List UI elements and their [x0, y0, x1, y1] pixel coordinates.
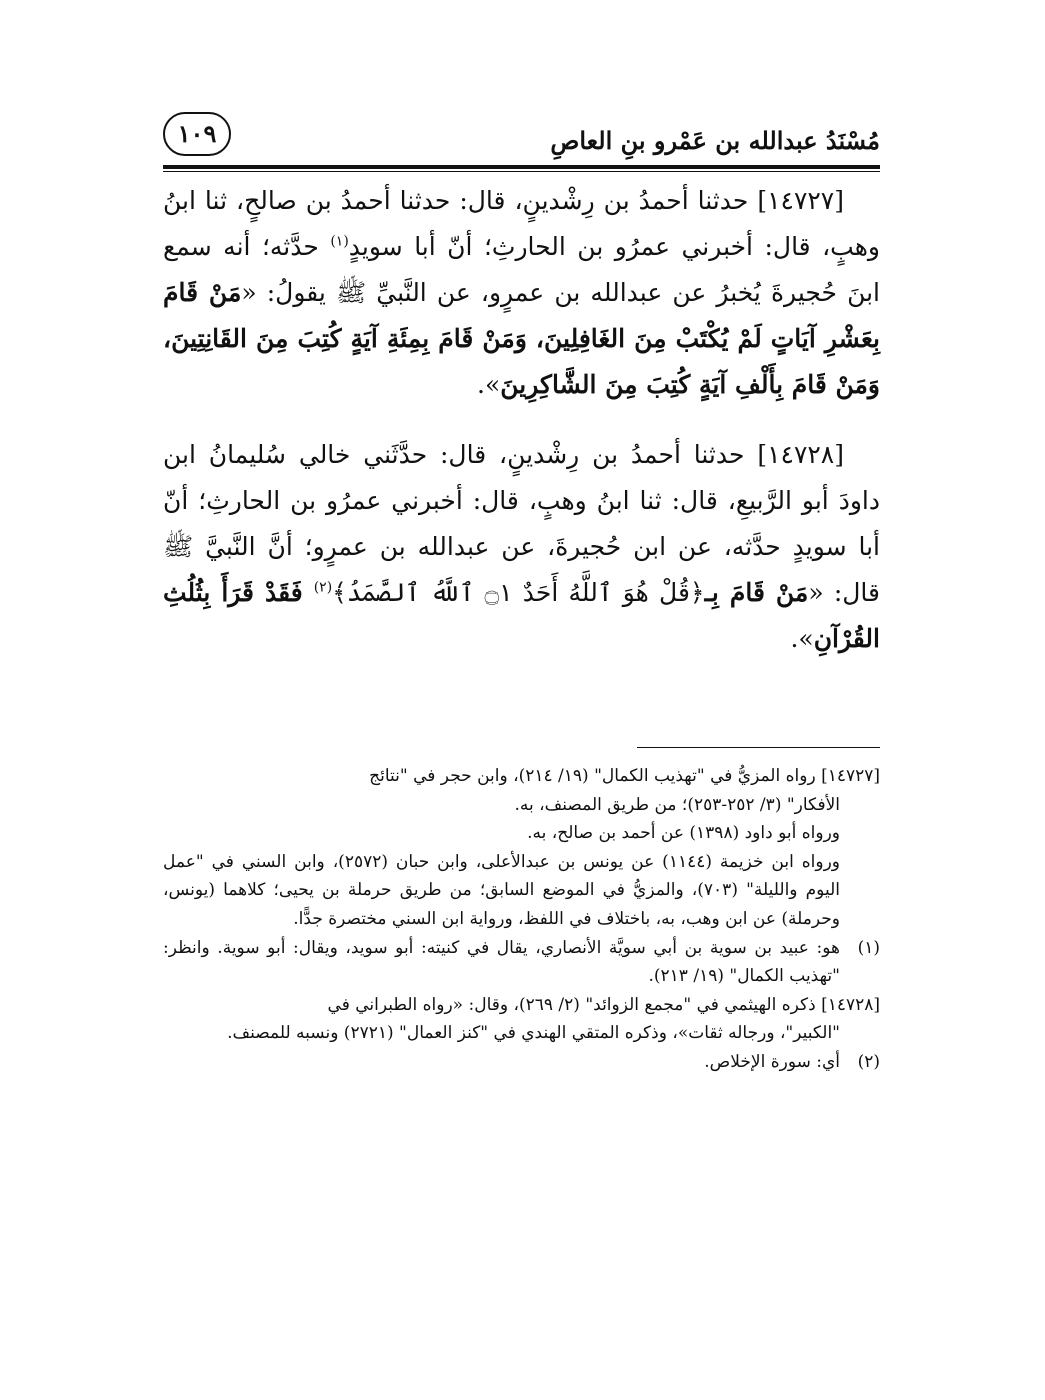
footnote-text-continued: "الكبير"، ورجاله ثقات»، وذكره المتقي الهندي في "كنز العمال" (٢٧٢١) ونسبه للمصنف.	[227, 1023, 840, 1044]
footnote-mark: (١)	[857, 937, 880, 958]
footnote-mark: [١٤٧٢٧]	[821, 766, 880, 786]
hadith-14728-end: ».	[790, 624, 814, 653]
hadith-14727	[163, 178, 880, 408]
hadith-14728-quote-start: مَنْ قَامَ بِـ	[704, 578, 809, 607]
footnote-1	[163, 934, 880, 991]
hadith-14728-quote-end: فَقَدْ قَرَأَ بِثُلُثِ القُرْآنِ	[163, 578, 880, 653]
hadith-14727-mid: حدَّثه؛ أنه سمع ابنَ حُجيرةَ يُخبرُ عن عبدالله بن عمرٍو، عن النَّبيِّ ﷺ يقولُ: «	[163, 232, 881, 307]
footnote-text: ورواه أبو داود (١٣٩٨) عن أحمد بن صالح، به.	[527, 823, 840, 844]
footnote-14728-first-line	[163, 991, 880, 1020]
header-rule-thin	[163, 171, 880, 172]
footnote-text-continued: الأفكار" (٣/ ٢٥٢-٢٥٣)؛ من طريق المصنف، به.	[514, 794, 840, 815]
hadith-14727-lead: [١٤٧٢٧] حدثنا أحمدُ بن رِشْدينٍ، قال: حدثنا أحمدُ بن صالحٍ، ثنا ابنُ وهبٍ، قال: أخبرني عمرُو بن الحارثِ؛ أنّ أبا سويدٍ	[163, 186, 880, 261]
footnote-text: هو: عبيد بن سوية بن أبي سويَّة الأنصاري، يقال في كنيته: أبو سويد، ويقال: أبو سوية. وانظر: "تهذيب الكمال" (١٩/ ٢١٣).	[163, 937, 840, 987]
footnotes	[163, 762, 880, 1077]
hadith-14727-quote: مَنْ قَامَ بِعَشْرِ آيَاتٍ لَمْ يُكْتَبْ مِنَ الغَافِلِينَ، وَمَنْ قَامَ بِمِئَةِ آيَةٍ كُتِبَ مِنَ القَانِتِينَ، وَمَنْ قَامَ بِأَلْفِ آيَةٍ كُتِبَ مِنَ الشَّاكِرِينَ	[163, 278, 880, 399]
footnote-abu-dawud	[163, 819, 880, 848]
footnote-mark: [١٤٧٢٨]	[821, 994, 880, 1015]
footnote-ref-2: (٢)	[313, 579, 333, 596]
main-text	[163, 178, 880, 662]
footnote-separator	[637, 747, 880, 748]
running-title: مُسْنَدُ عبدالله بن عَمْرو بنِ العاصِ	[550, 126, 880, 155]
hadith-14727-end: ».	[477, 370, 501, 399]
hadith-14728-lead: [١٤٧٢٨] حدثنا أحمدُ بن رِشْدينٍ، قال: حدَّثَني خالي سُليمانُ ابن داودَ أبو الرَّبيعِ، قال: ثنا ابنُ وهبٍ، قال: أخبرني عمرُو بن الحارثِ؛ أنّ أبا سويدٍ حدَّثه، عن ابن حُجيرةَ، عن عبدالله بن عمرٍو؛ أنَّ النَّبيَّ ﷺ قال: «	[163, 440, 880, 607]
footnote-2	[163, 1048, 880, 1077]
surah-ikhlas-verse: ﴿قُلْ هُوَ ٱللَّهُ أَحَدٌ ۝١ ٱللَّهُ ٱلصَّمَدُ﴾	[332, 578, 705, 607]
footnote-mark: (٢)	[857, 1051, 880, 1072]
footnote-14728	[163, 991, 880, 1048]
page-number-badge: ١٠٩	[163, 112, 231, 156]
footnote-text: رواه المزيُّ في "تهذيب الكمال" (١٩/ ٢١٤)، وابن حجر في "نتائج	[369, 766, 816, 786]
footnote-text: أي: سورة الإخلاص.	[704, 1051, 840, 1072]
header-rule-thick	[163, 165, 880, 169]
footnote-14727	[163, 762, 880, 819]
footnote-text: ورواه ابن خزيمة (١١٤٤) عن يونس بن عبدالأعلى، وابن حبان (٢٥٧٢)، وابن السني في "عمل اليوم والليلة" (٧٠٣)، والمزيُّ في الموضع السابق؛ من طريق حرملة بن يحيى؛ كلاهما (يونس، وحرملة) عن ابن وهب، به، باختلاف في اللفظ، ورواية ابن السني مختصرة جدًّا.	[163, 851, 841, 929]
page-header	[163, 112, 880, 170]
hadith-14728	[163, 432, 880, 662]
footnote-ibn-khuzayma	[163, 848, 880, 934]
footnote-text: ذكره الهيثمي في "مجمع الزوائد" (٢/ ٢٦٩)، وقال: «رواه الطبراني في	[327, 994, 816, 1015]
footnote-14727-first-line	[163, 762, 880, 791]
footnote-ref-1: (١)	[330, 233, 349, 250]
